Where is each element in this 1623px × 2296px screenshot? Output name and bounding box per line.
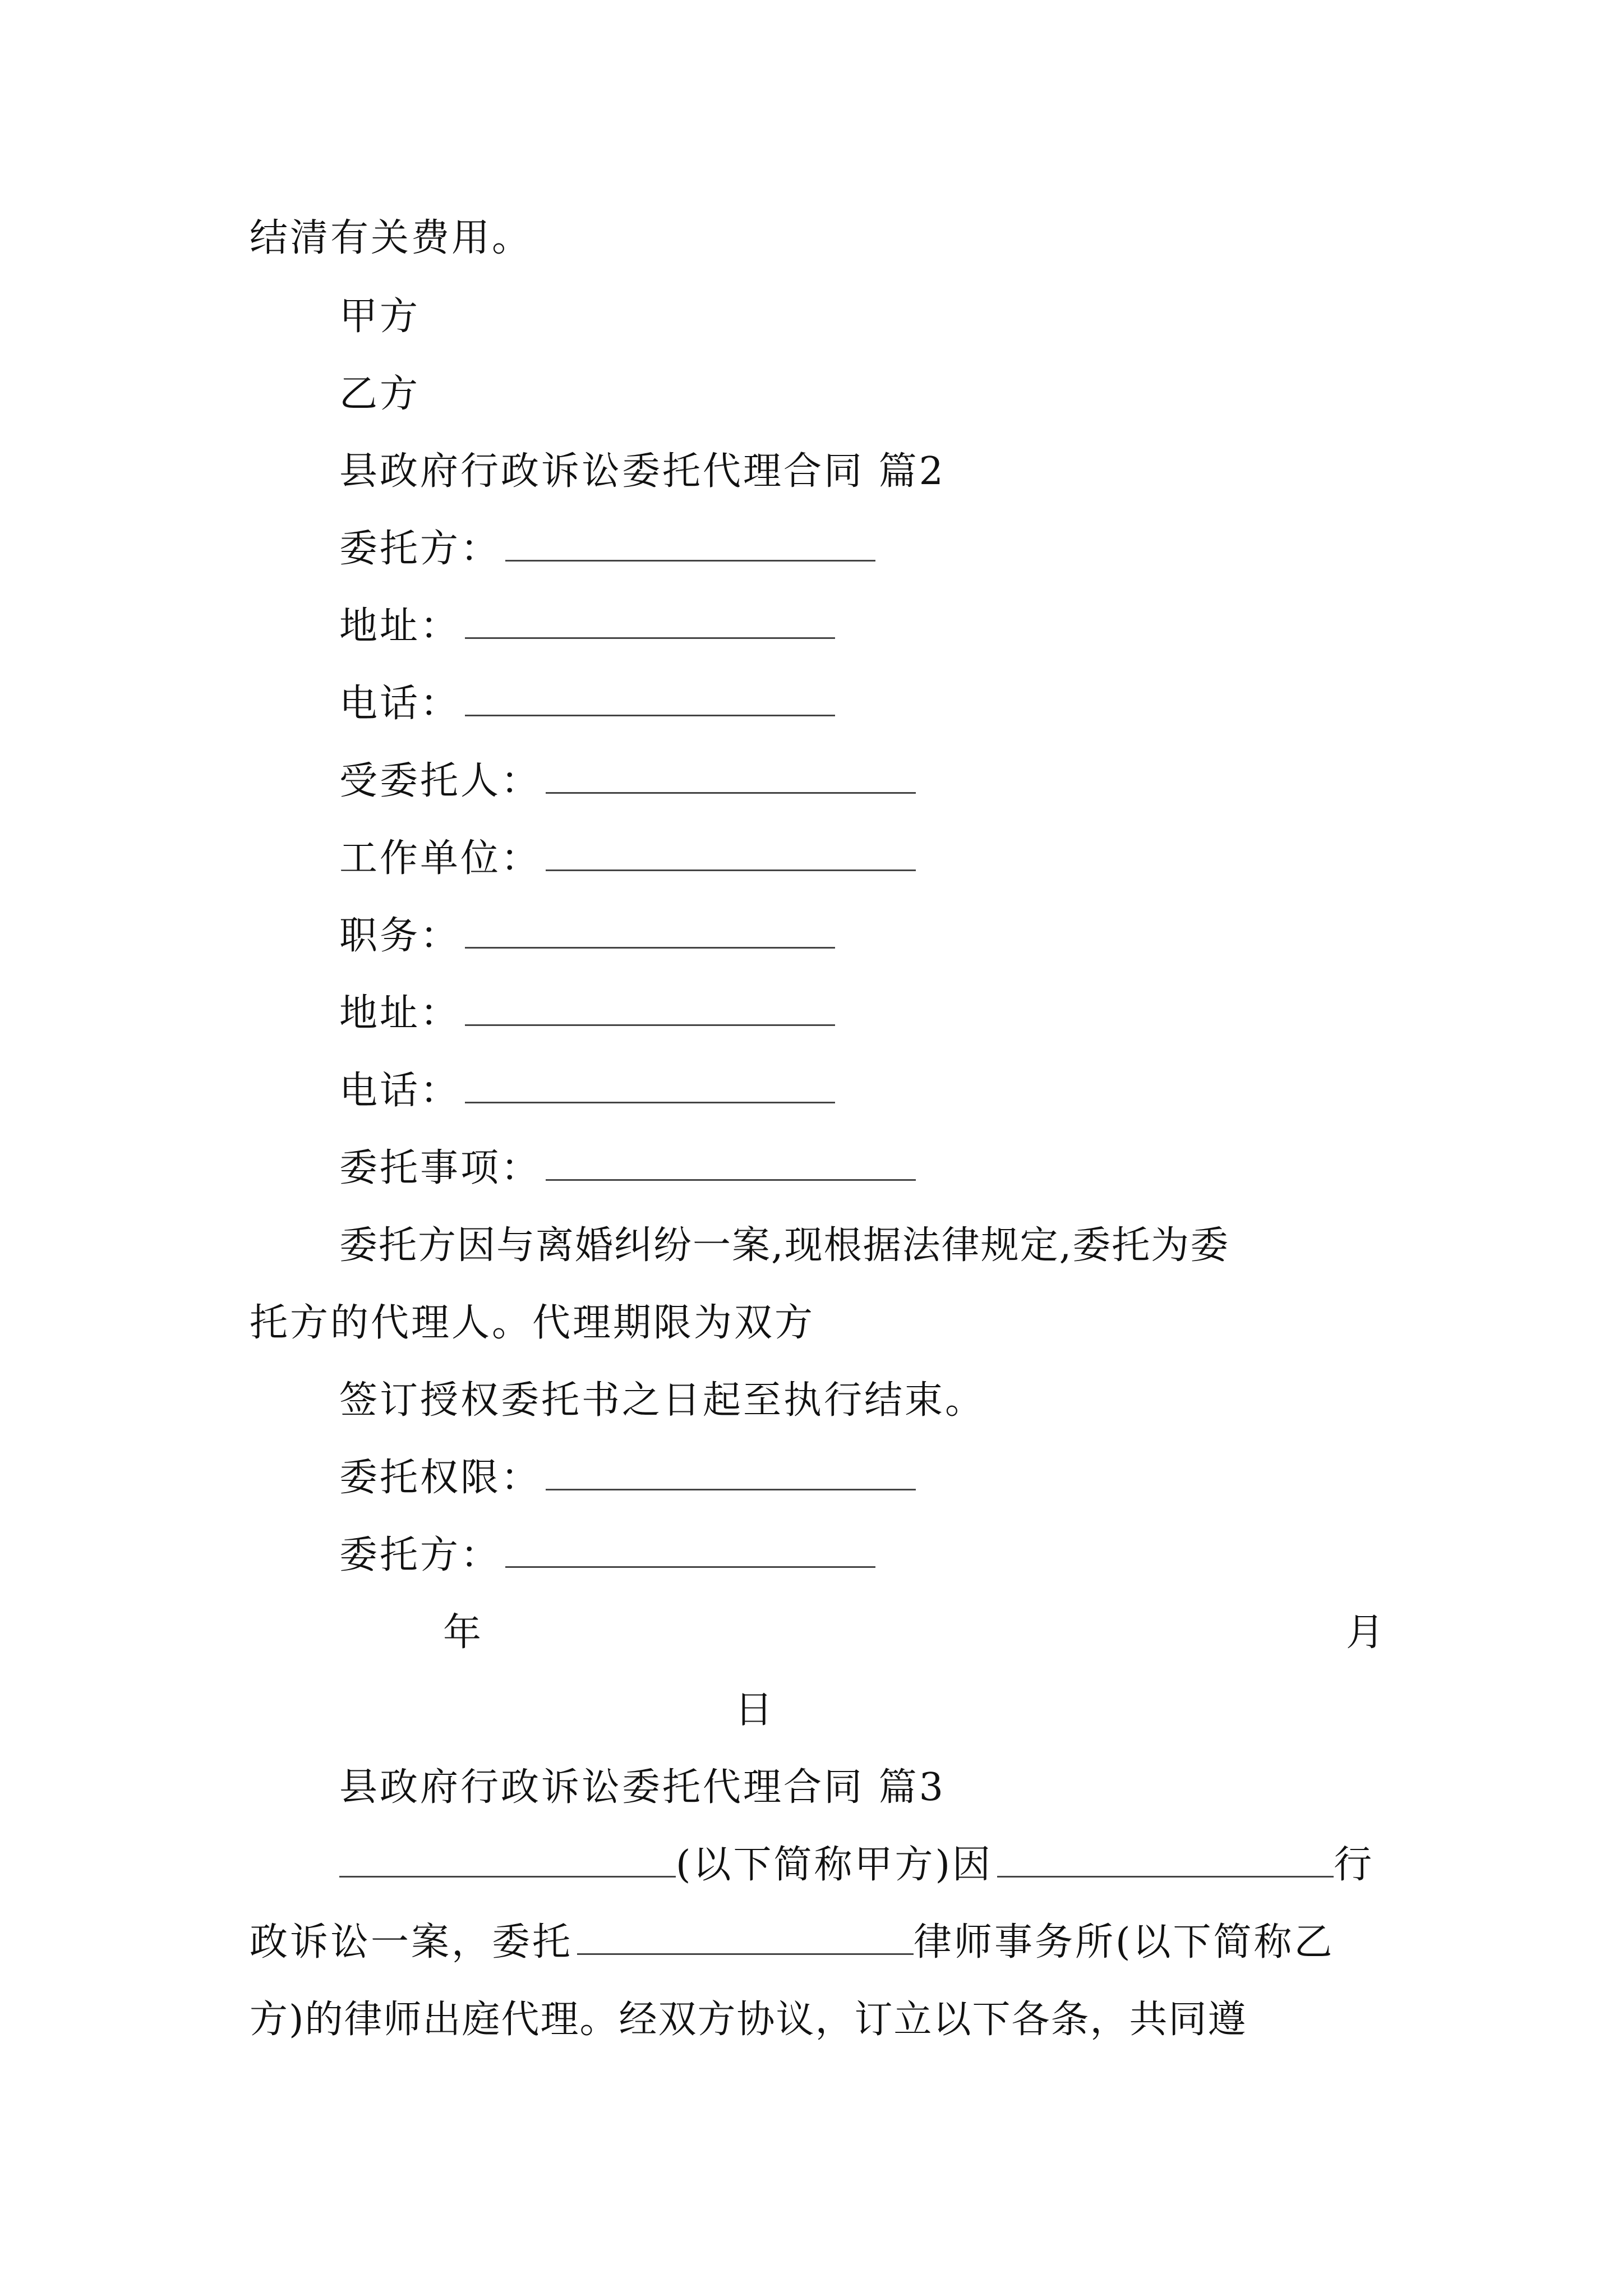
agent-address-blank — [465, 995, 835, 1026]
contract-line-2-end: 律师事务所(以下简称乙 — [914, 1920, 1335, 1964]
agent-blank — [546, 763, 916, 794]
date-month: 月 — [1346, 1611, 1387, 1655]
address-blank — [465, 608, 835, 639]
contract-line-2-text: 政诉讼一案，委托 — [250, 1920, 573, 1964]
contract-line-2 — [250, 1920, 1335, 1965]
phone-field — [339, 682, 835, 726]
date-day: 日 — [735, 1688, 776, 1732]
position-blank — [465, 918, 835, 949]
client-label: 委托方： — [339, 527, 501, 571]
matter-label: 委托事项： — [339, 1146, 542, 1190]
authority-blank — [546, 1460, 916, 1490]
agent-phone-blank — [465, 1073, 835, 1103]
contract-line-1-end: 行 — [1334, 1843, 1375, 1887]
body-line-3: 签订授权委托书之日起至执行结束。 — [339, 1378, 986, 1423]
position-field — [339, 914, 835, 959]
phone-label: 电话： — [339, 682, 461, 726]
address-label: 地址： — [339, 604, 461, 648]
party-a-name-blank — [339, 1847, 676, 1878]
client-sign-field — [339, 1533, 875, 1578]
matter-blank — [546, 1150, 916, 1181]
body-line-1: 委托方因与离婚纠纷一案,现根据法律规定,委托为委 — [339, 1223, 1230, 1268]
agent-phone-field — [339, 1069, 835, 1114]
party-b-label: 乙方 — [339, 372, 421, 416]
agent-address-field — [339, 991, 835, 1036]
employer-field — [339, 836, 916, 881]
body-line-2: 托方的代理人。代理期限为双方 — [250, 1301, 815, 1345]
employer-label: 工作单位： — [339, 836, 542, 881]
authority-label: 委托权限： — [339, 1456, 542, 1500]
agent-phone-label: 电话： — [339, 1069, 461, 1113]
contract-line-1-text: (以下简称甲方)因 — [676, 1843, 993, 1887]
case-blank — [997, 1847, 1334, 1878]
client-field — [339, 527, 875, 572]
client-sign-blank — [505, 1537, 875, 1568]
section-heading-3: 县政府行政诉讼委托代理合同 篇3 — [339, 1765, 946, 1810]
paragraph-end-line: 结清有关费用。 — [250, 216, 533, 260]
contract-line-3: 方)的律师出庭代理。经双方协议，订立以下各条，共同遵 — [250, 1998, 1247, 2042]
phone-blank — [465, 685, 835, 716]
address-field — [339, 604, 835, 649]
employer-blank — [546, 840, 916, 871]
date-year: 年 — [443, 1611, 484, 1655]
contract-line-1 — [339, 1843, 1374, 1888]
position-label: 职务： — [339, 914, 461, 958]
client-blank — [505, 531, 875, 562]
matter-field — [339, 1146, 916, 1191]
client-sign-label: 委托方： — [339, 1533, 501, 1577]
agent-field — [339, 759, 916, 804]
agent-address-label: 地址： — [339, 991, 461, 1036]
law-firm-blank — [577, 1924, 914, 1955]
authority-field — [339, 1456, 916, 1501]
agent-label: 受委托人： — [339, 759, 542, 803]
section-heading-2: 县政府行政诉讼委托代理合同 篇2 — [339, 449, 946, 494]
party-a-label: 甲方 — [339, 295, 421, 339]
